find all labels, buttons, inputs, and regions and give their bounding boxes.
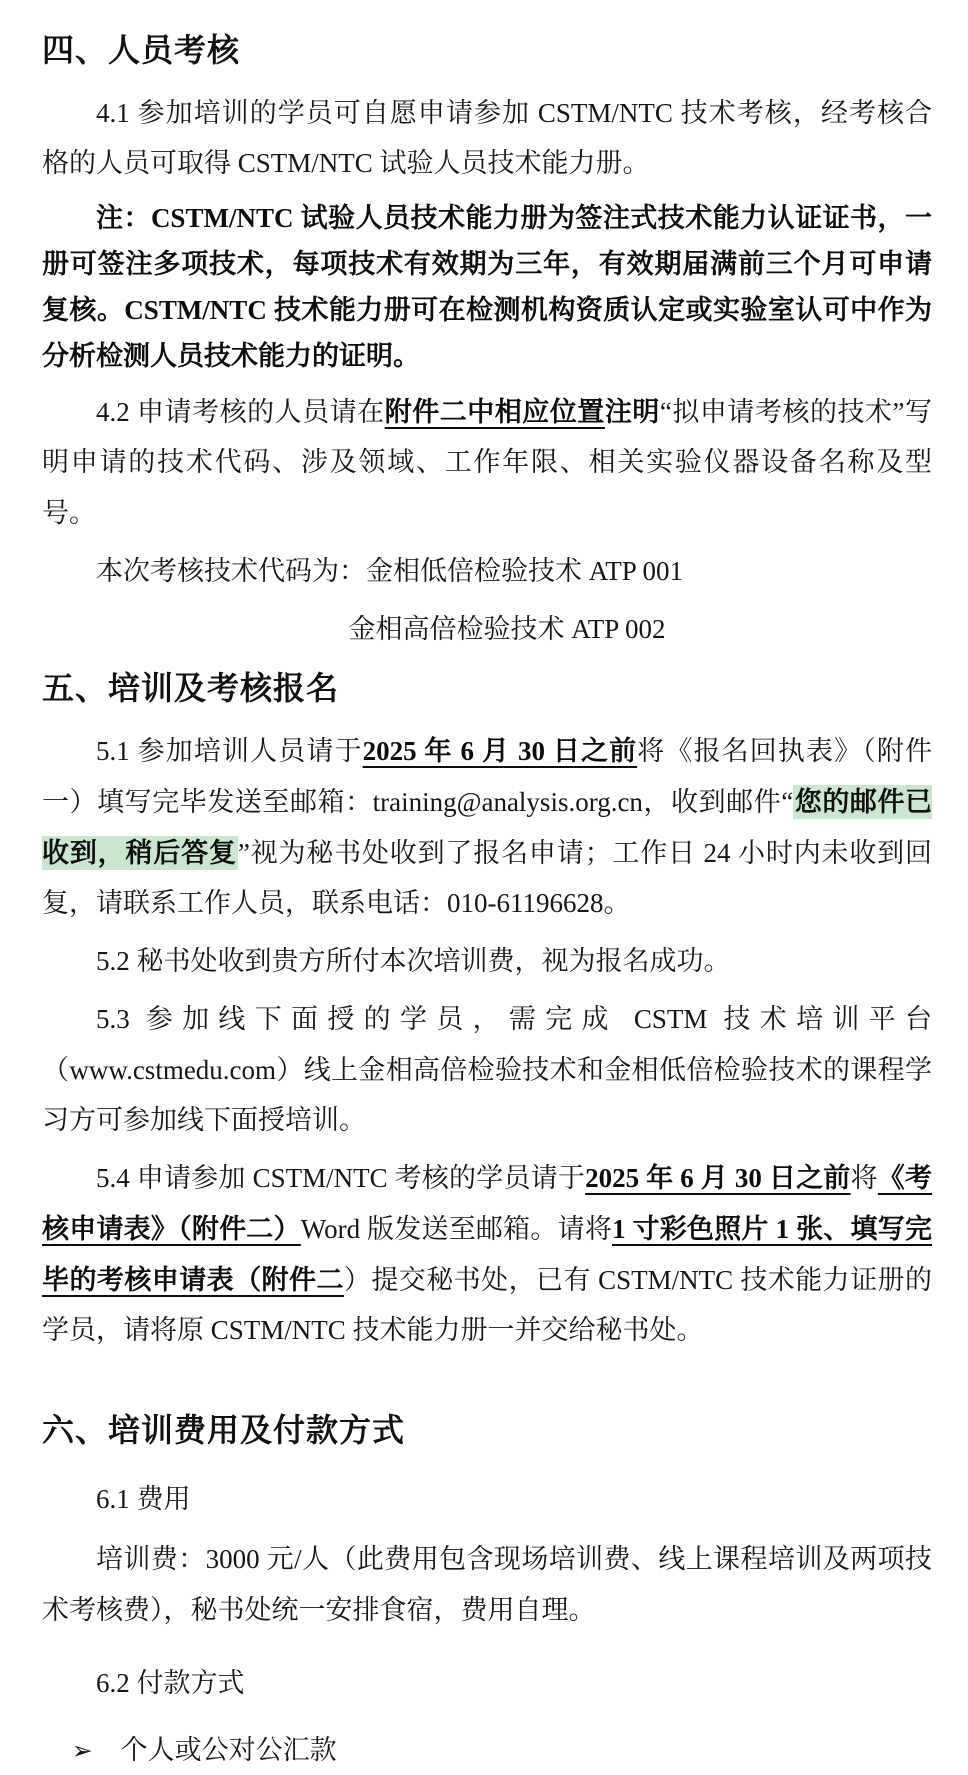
text-run: 个人或公对公汇款 bbox=[120, 1734, 337, 1765]
text-run: 将《报名回执表》（附件一）填写完毕发送至邮箱：training@analysis.org.cn，收到邮件“ bbox=[42, 736, 933, 817]
section-heading-4: 四、人员考核 bbox=[42, 32, 241, 68]
para-tech-code-2 bbox=[42, 604, 932, 655]
text-run: 4.1 参加培训的学员可自愿申请参加 CSTM/NTC 技术考核，经考核合格的人员可取得 CSTM/NTC 试验人员技术能力册。 bbox=[42, 97, 932, 179]
text-run: 4.2 申请考核的人员请在 bbox=[96, 396, 385, 427]
para-tech-code-1 bbox=[42, 546, 932, 597]
document-content bbox=[42, 30, 932, 1775]
text-run: 将 bbox=[850, 1163, 878, 1193]
para-5-2 bbox=[42, 936, 932, 987]
text-run: ”视为秘书处收到了报名申请；工作日 24 小时内未收到回复，请联系工作人员，联系电话：010-61196628。 bbox=[42, 837, 933, 919]
para-6-2-title bbox=[42, 1658, 932, 1709]
para-5-1 bbox=[42, 726, 932, 929]
text-run: 《考核申请表》（附件二） bbox=[42, 1163, 933, 1244]
text-run: 注：CSTM/NTC 试验人员技术能力册为签注式技术能力认证证书，一册可签注多项技术，每项技术有效期为三年，有效期届满前三个月可申请复核。CSTM/NTC 技术能力册可在检测机构资质认定或实验室认可中作为分析检测人员技术能力的证明。 bbox=[42, 203, 932, 371]
text-run: 6.2 付款方式 bbox=[96, 1667, 245, 1698]
text-run: 1 寸彩色照片 1 张、填写完毕的考核申请表（附件二 bbox=[42, 1213, 933, 1295]
arrow-bullet-icon: ➢ bbox=[71, 1735, 93, 1765]
text-run: 5.1 参加培训人员请于 bbox=[96, 736, 363, 766]
section-heading-6: 六、培训费用及付款方式 bbox=[42, 1412, 406, 1448]
text-run: “拟申请考核的技术”写明申请的技术代码、涉及领域、工作年限、相关实验仪器设备名称及型号。 bbox=[42, 396, 933, 529]
text-run: Word 版发送至邮箱。请将 bbox=[300, 1213, 613, 1244]
para-6-1-title bbox=[42, 1474, 932, 1525]
text-run: 2025 年 6 月 30 日之前 bbox=[362, 736, 638, 766]
para-4-2 bbox=[42, 387, 932, 539]
text-run: 2025 年 6 月 30 日之前 bbox=[585, 1163, 851, 1193]
text-run: 附件二中相应位置 bbox=[384, 396, 605, 427]
text-run: 5.2 秘书处收到贵方所付本次培训费，视为报名成功。 bbox=[96, 946, 731, 976]
text-run: 本次考核技术代码为：金相低倍检验技术 ATP 001 bbox=[96, 555, 684, 586]
para-fee bbox=[42, 1534, 932, 1636]
text-run: 注明 bbox=[604, 396, 660, 427]
highlighted-auto-reply-text: 您的邮件已收到，稍后答复 bbox=[42, 786, 932, 868]
text-run: ）提交秘书处，已有 CSTM/NTC 技术能力证册的学员，请将原 CSTM/NTC 技术能力册一并交给秘书处。 bbox=[42, 1264, 933, 1346]
text-run: 金相高倍检验技术 ATP 002 bbox=[348, 613, 666, 644]
para-5-3 bbox=[42, 994, 932, 1146]
section-heading-5: 五、培训及考核报名 bbox=[42, 670, 340, 707]
text-run: 5.4 申请参加 CSTM/NTC 考核的学员请于 bbox=[96, 1163, 586, 1193]
para-4-1 bbox=[42, 88, 932, 190]
text-run: 培训费：3000 元/人（此费用包含现场培训费、线上课程培训及两项技术考核费），秘书处统一安排食宿，费用自理。 bbox=[42, 1544, 932, 1626]
para-5-4 bbox=[42, 1153, 932, 1356]
text-run: 5.3 参加线下面授的学员，需完成 CSTM 技术培训平台（www.cstmedu.com）线上金相高倍检验技术和金相低倍检验技术的课程学习方可参加线下面授培训。 bbox=[42, 1003, 932, 1136]
note-paragraph bbox=[42, 196, 932, 380]
text-run: 6.1 费用 bbox=[96, 1483, 191, 1514]
para-payment-option bbox=[42, 1725, 932, 1775]
